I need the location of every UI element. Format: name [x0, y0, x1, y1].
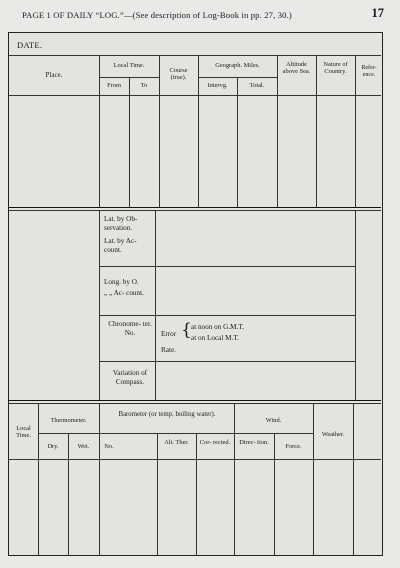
- log-form: [8, 32, 383, 556]
- rule: [99, 315, 355, 316]
- lat-observation-label: Lat. by Ob- servation.: [104, 215, 138, 232]
- rule: [99, 266, 355, 267]
- direction-header: Direc- tion.: [239, 439, 269, 446]
- section-divider: [9, 403, 381, 404]
- rule: [316, 55, 317, 207]
- force-header: Force.: [285, 443, 302, 450]
- page-title: PAGE 1 OF DAILY “LOG.”—(See description of Log-Book in pp. 27, 30.): [22, 10, 292, 20]
- rule: [237, 77, 238, 207]
- long-account-label: „ „ Ac- count.: [104, 289, 144, 297]
- total-header: Total.: [249, 82, 265, 89]
- rule: [159, 55, 160, 207]
- local-time-header-bottom: Local Time.: [16, 425, 31, 440]
- intervg-header: Intervg.: [207, 82, 228, 89]
- at-local-label: at on Local M.T.: [191, 334, 239, 342]
- wet-header: Wet.: [77, 443, 90, 450]
- thermometer-header: Thermometer.: [50, 417, 87, 424]
- geog-miles-header: Geograph. Miles.: [215, 62, 260, 69]
- rate-label: Rate.: [161, 346, 176, 354]
- section-divider: [9, 207, 381, 208]
- rule: [99, 403, 100, 555]
- error-label: Error: [161, 330, 177, 338]
- rule: [99, 55, 100, 207]
- reference-header: Refer- ence.: [361, 65, 377, 78]
- rule: [99, 361, 355, 362]
- rule: [196, 433, 197, 555]
- lat-account-label: Lat. by Ac- count.: [104, 237, 137, 254]
- rule: [68, 433, 69, 555]
- rule: [198, 55, 199, 207]
- from-header: From: [107, 82, 121, 89]
- at-noon-label: at noon on G.M.T.: [191, 323, 244, 331]
- rule: [99, 210, 100, 400]
- rule: [313, 403, 314, 555]
- rule: [274, 433, 275, 555]
- brace-icon: {: [181, 320, 192, 340]
- rule: [38, 403, 39, 555]
- section-divider: [9, 400, 381, 401]
- page-number: 17: [371, 6, 384, 20]
- rule: [355, 55, 356, 207]
- alt-ther-header: Alt. Ther.: [164, 439, 189, 446]
- rule: [9, 459, 381, 460]
- rule: [353, 403, 354, 555]
- rule: [129, 77, 130, 207]
- dry-header: Dry.: [47, 443, 59, 450]
- rule: [234, 403, 235, 555]
- long-observation-label: Long. by O.: [104, 278, 139, 286]
- barometer-header: Barometer (or temp. boiling water).: [118, 411, 216, 418]
- no-header: No.: [104, 443, 114, 450]
- weather-header: Weather.: [321, 431, 345, 438]
- rule: [9, 95, 381, 96]
- course-header: Course (true).: [169, 67, 188, 82]
- rule: [9, 55, 381, 56]
- variation-label: Variation of Compass.: [112, 369, 148, 386]
- nature-header: Nature of Country.: [323, 61, 348, 76]
- altitude-header: Altitude above Sea.: [282, 61, 311, 76]
- date-label: DATE.: [17, 40, 43, 50]
- chronometer-label: Chronome- ter. No.: [108, 320, 152, 337]
- wind-header: Wind.: [265, 417, 282, 424]
- corrected-header: Cor- rected.: [199, 439, 231, 446]
- page-header: [0, 0, 400, 30]
- local-time-header: Local Time.: [113, 62, 145, 69]
- place-header: Place.: [45, 71, 63, 79]
- rule: [157, 433, 158, 555]
- to-header: To: [140, 82, 148, 89]
- rule: [277, 55, 278, 207]
- rule: [355, 210, 356, 400]
- section-divider: [9, 210, 381, 211]
